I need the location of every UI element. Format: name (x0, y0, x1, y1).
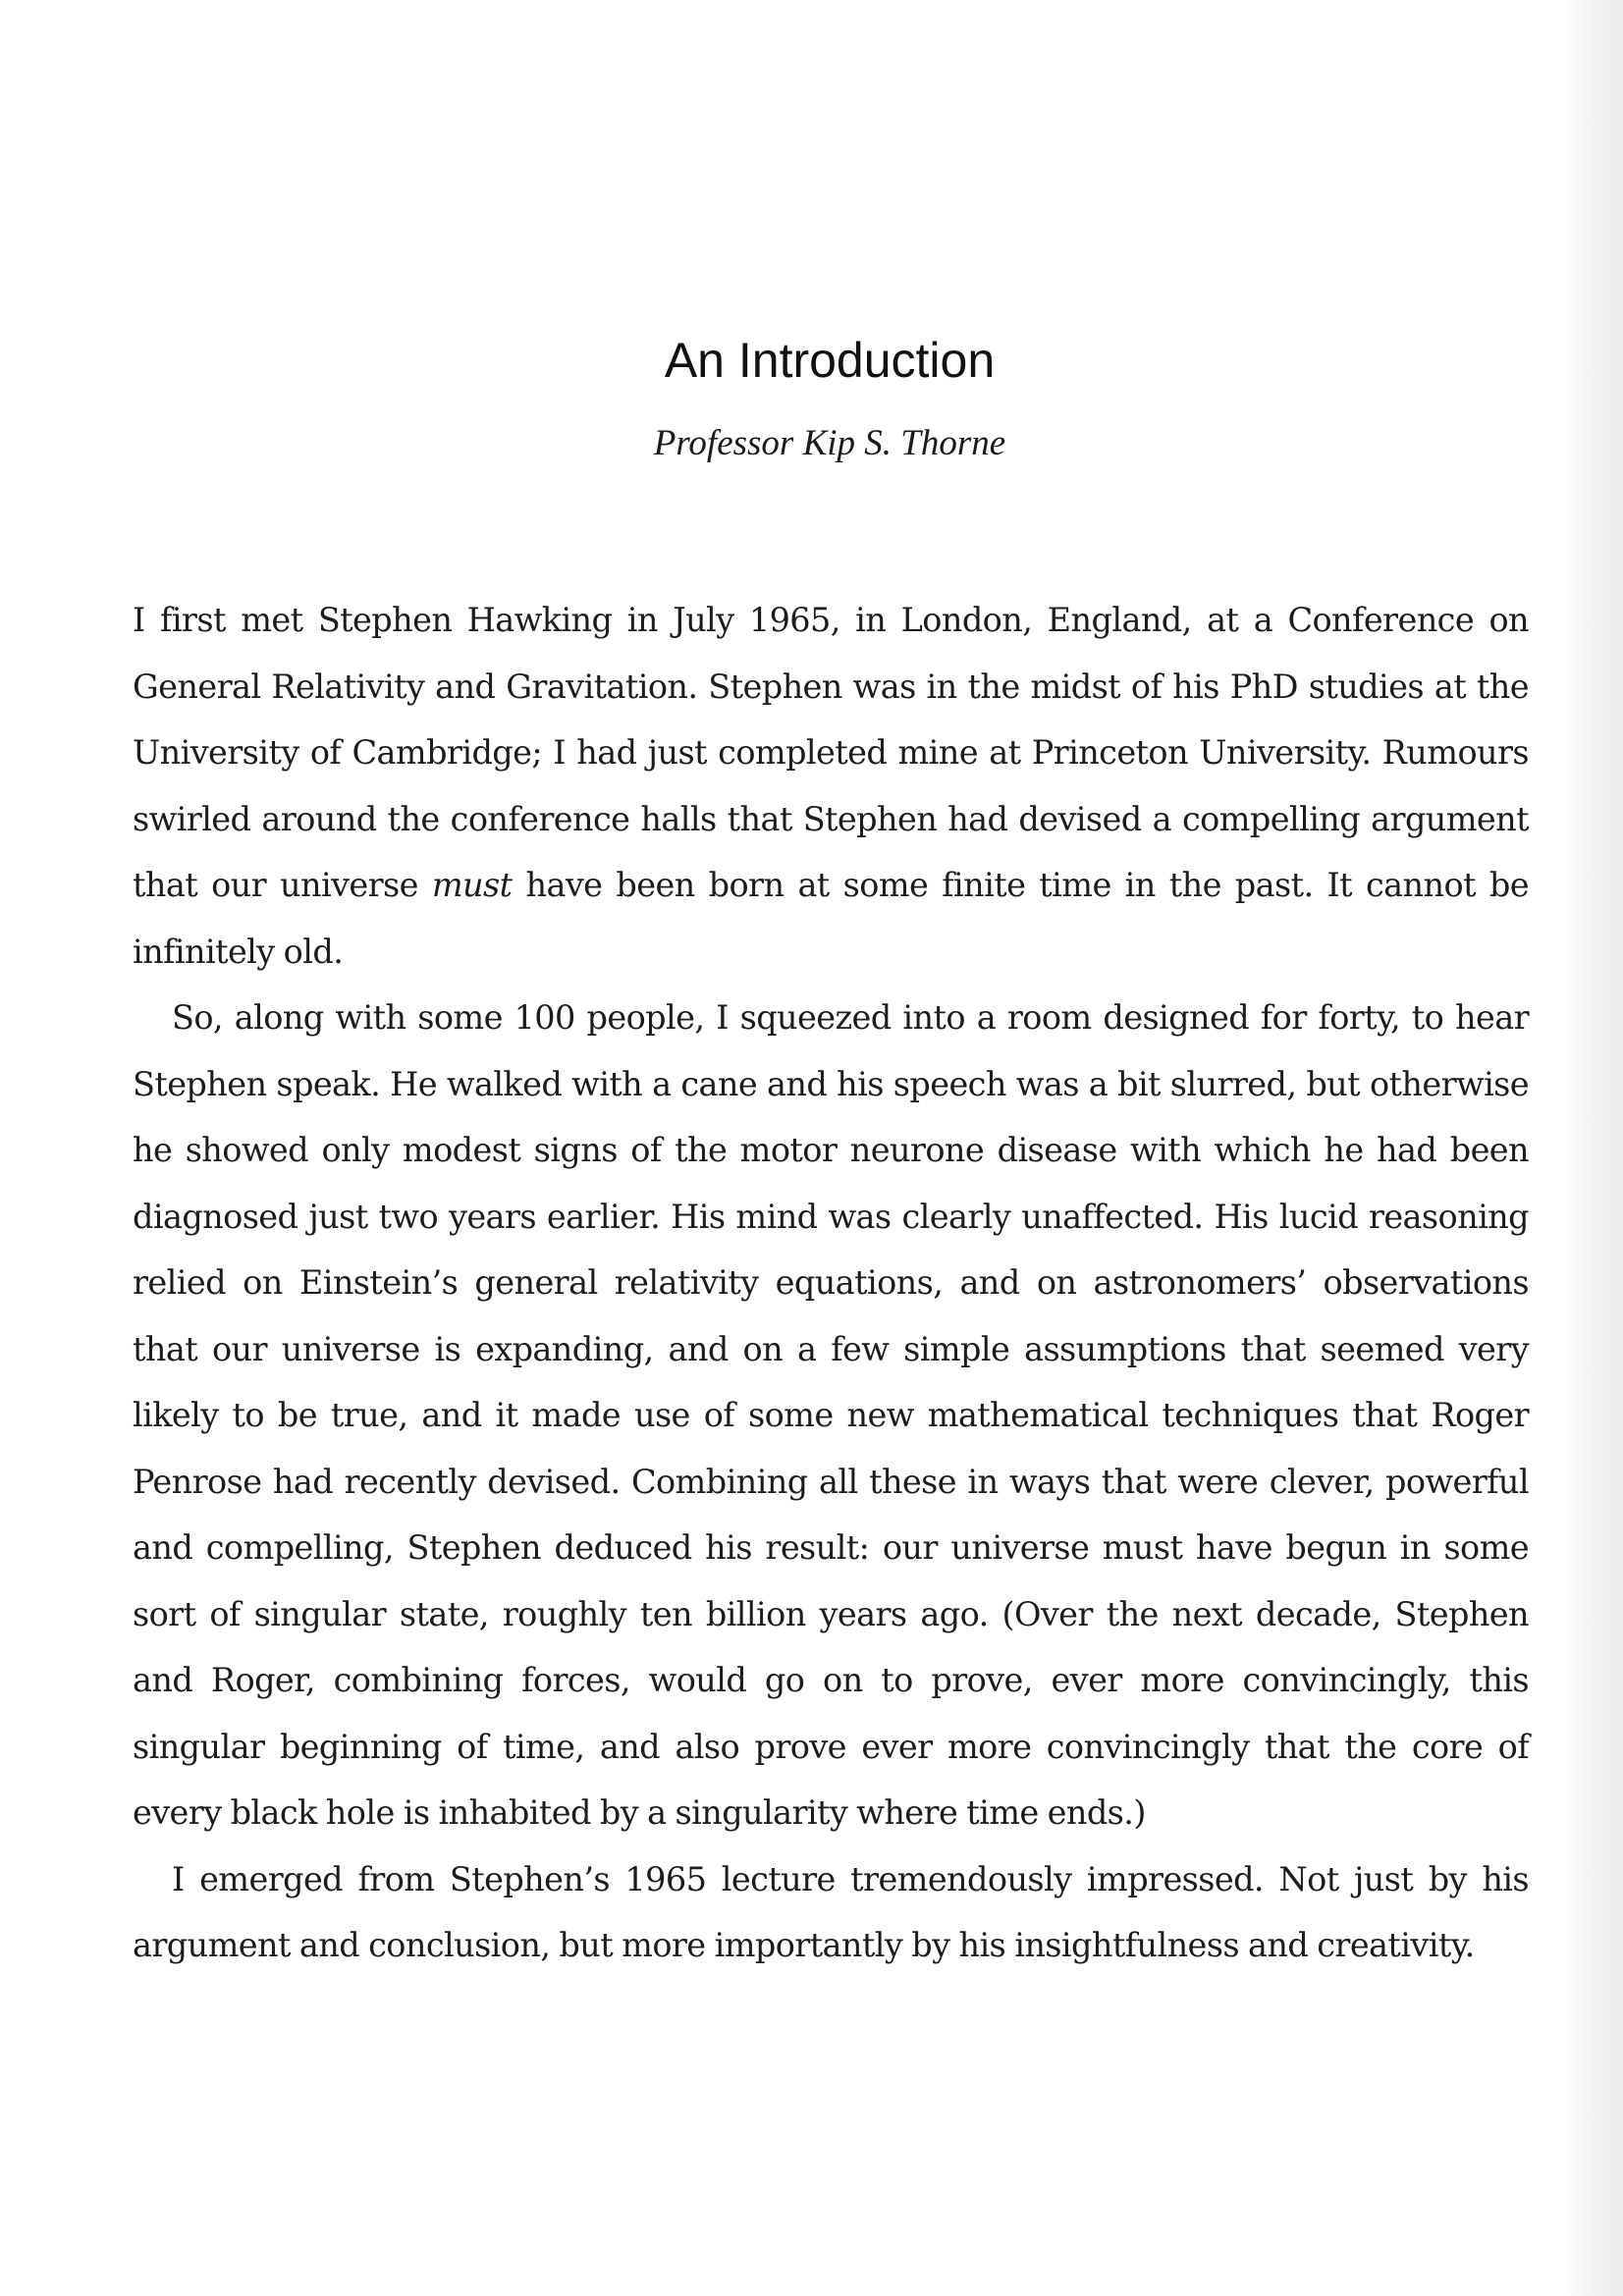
paragraph-3: I emerged from Stephen’s 1965 lecture tremendously impressed. Not just by his argument and conclusion, but more importantly by his insightfulness and creativity. (133, 1859, 1529, 1964)
paragraph-1-part-2: have been born at some finite time in the past. It cannot be infinitely old. (133, 866, 1530, 971)
author-byline: Professor Kip S. Thorne (653, 423, 1006, 463)
page-title: An Introduction (664, 333, 996, 388)
paragraph-1-part-1: I first met Stephen Hawking in July 1965, in London, England, at a Conference on General Relativity and Gravitation. Stephen was in the midst of his PhD studies at the University of Cambridge; I had just completed mine at Princeton University. Rumours swirled around the conference halls that Stephen had devised a compelling argument that our universe (133, 601, 1529, 904)
body-text (133, 587, 1529, 1979)
paragraph-2: So, along with some 100 people, I squeezed into a room designed for forty, to hear Stephen speak. He walked with a cane and his speech was a bit slurred, but otherwise he showed only modest signs of the motor neurone disease with which he had been diagnosed just two years earlier. His mind was clearly unaffected. His lucid reasoning relied on Einstein’s general relativity equations, and on astronomers’ observations that our universe is expanding, and on a few simple assumptions that seemed very likely to be true, and it made use of some new mathematical techniques that Roger Penrose had recently devised. Combining all these in ways that were clever, powerful and compelling, Stephen deduced his result: our universe must have begun in some sort of singular state, roughly ten billion years ago. (Over the next decade, Stephen and Roger, combining forces, would go on to prove, ever more convincingly, this singular beginning of time, and also prove ever more convincingly that the core of every black hole is inhabited by a singularity where time ends.) (133, 998, 1529, 1832)
emphasis-must: must (431, 866, 513, 904)
paragraph-1 (133, 587, 1529, 985)
